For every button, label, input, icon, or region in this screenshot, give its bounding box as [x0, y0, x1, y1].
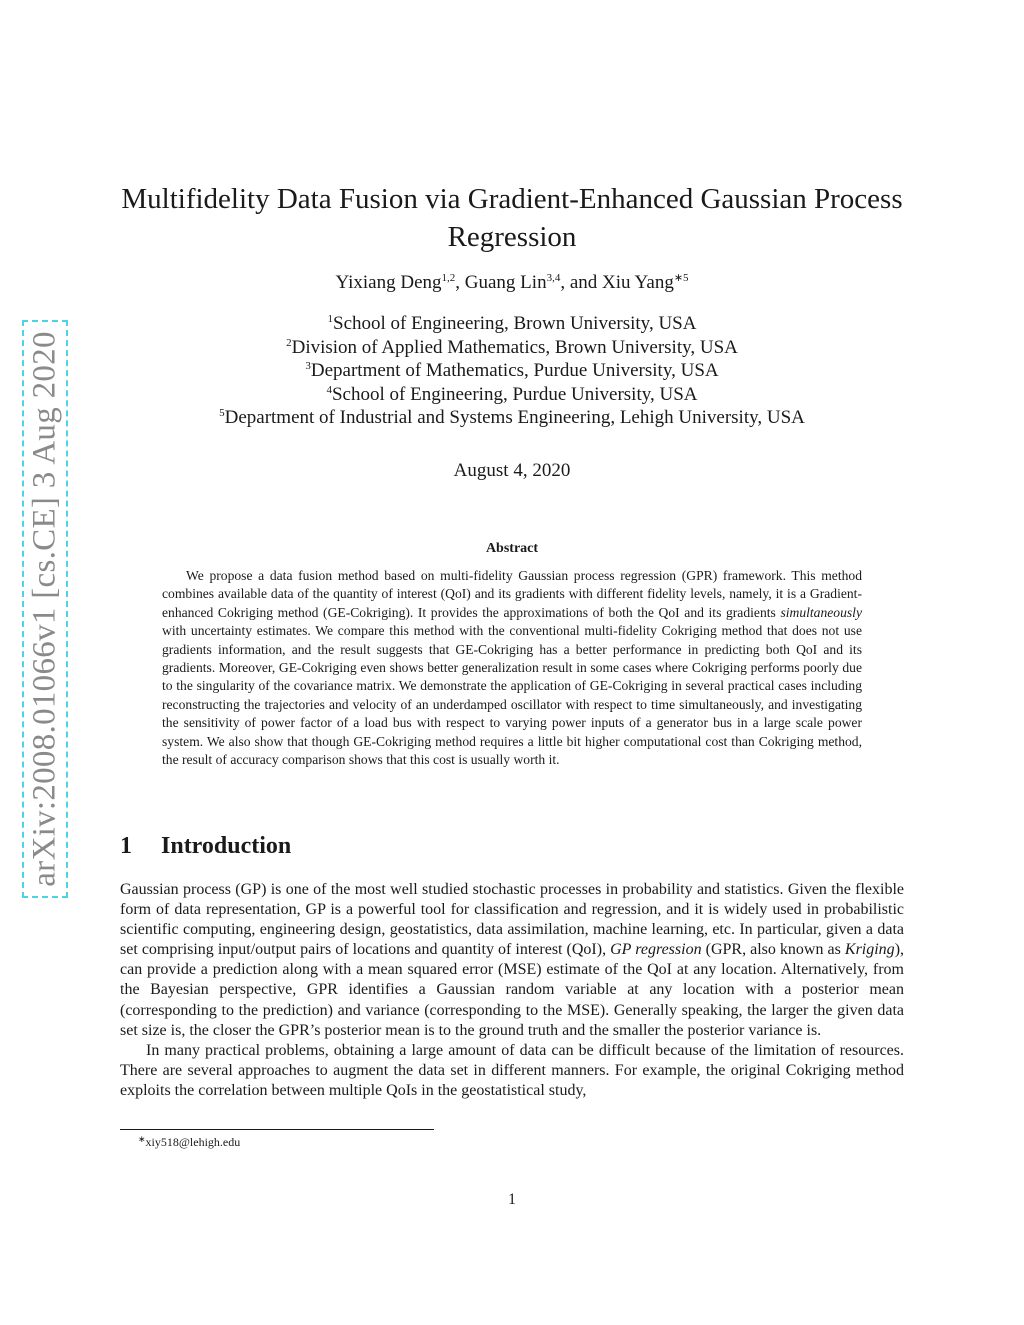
affiliation-text: Department of Industrial and Systems Engineering, Lehigh University, USA [224, 407, 805, 428]
section-heading [120, 833, 291, 860]
abstract-heading: Abstract [485, 541, 539, 556]
affiliation-text: School of Engineering, Purdue University, USA [331, 383, 698, 405]
paragraph-text: ), can provide a prediction along with a mean squared error (MSE) estimate of the QoI at any location. Alternatively, from the Bayesian perspective, GPR identifies a Gaussian random variable at any location with a posterior mean (corresponding to the prediction) and variance (corresponding to the MSE). Generally speaking, the larger the given data set size is, the closer the GPR’s posterior mean is to the ground truth and the smaller the posterior variance is. [120, 941, 905, 1039]
author-affiliation-mark: ∗5 [673, 272, 689, 284]
affiliation-mark: 1 [327, 313, 334, 325]
section-number: 1 [120, 833, 132, 859]
abstract-text-part: We propose a data fusion method based on multi-fidelity Gaussian process regression (GPR) framework. This method combines available data of the quantity of interest (QoI) and its gradients with different fidelity levels, namely, it is a Gradient-enhanced Cokriging method (GE-Cokriging). It provides the approximations of both the QoI and its gradients [162, 568, 862, 620]
paragraph: In many practical problems, obtaining a large amount of data can be difficult because of the limitation of resources. There are several approaches to augment the data set in different manners. For example, the original Cokriging method exploits the correlation between multiple QoIs in the geostatistical study, [120, 1041, 904, 1099]
arxiv-identifier: arXiv:2008.01066v1 [cs.CE] 3 Aug 2020 [26, 331, 63, 887]
paragraph-text: Gaussian process (GP) is one of the most well studied stochastic processes in probability and statistics. Given the flexible form of data representation, GP is a powerful tool for classification and regression, and it is widely used in probabilistic scientific computing, engineering design, geostatistics, data assimilation, machine learning, etc. In particular, given a data set comprising input/output pairs of locations and quantity of interest (QoI), [120, 881, 904, 959]
paper-title: Multifidelity Data Fusion via Gradient-Enhanced Gaussian Process Regression [121, 183, 903, 253]
footnote-mark: ∗ [138, 1134, 146, 1144]
section-body [120, 880, 904, 1101]
paragraph [120, 880, 904, 1041]
footnote-email: xiy518@lehigh.edu [145, 1135, 241, 1149]
arxiv-identifier-stamp [22, 320, 68, 898]
affiliation-mark: 4 [326, 383, 332, 396]
affiliation [110, 312, 914, 336]
page-number: 1 [508, 1191, 516, 1208]
affiliation [110, 336, 914, 360]
footnote-divider [120, 1129, 434, 1130]
affiliation-mark: 2 [286, 336, 292, 349]
author-name: Xiu Yang [602, 272, 674, 293]
author-affiliation-mark: 3,4 [546, 272, 561, 284]
author-name: Guang Lin [464, 272, 547, 293]
publication-date: August 4, 2020 [453, 460, 571, 481]
affiliation [110, 406, 914, 430]
section-title: Introduction [161, 833, 292, 859]
author-separator: , and [560, 272, 603, 293]
affiliation-mark: 3 [305, 360, 311, 372]
abstract-text [162, 567, 862, 769]
author-separator: , [455, 272, 465, 293]
affiliation [110, 383, 914, 407]
affiliation-text: Division of Applied Mathematics, Brown University, USA [291, 336, 738, 358]
affiliation [110, 359, 914, 383]
paragraph-emphasis: GP regression [610, 941, 702, 959]
abstract-emphasis: simultaneously [780, 604, 862, 620]
author-list [110, 272, 914, 294]
paragraph-text: (GPR, also known as [701, 941, 845, 959]
affiliation-list [110, 312, 914, 430]
affiliation-mark: 5 [219, 407, 225, 419]
affiliation-text: Department of Mathematics, Purdue University, USA [310, 360, 719, 381]
abstract-text-part: with uncertainty estimates. We compare this method with the conventional multi-fidelity Cokriging method that does not use gradients information, and the result suggests that GE-Cokriging has a better performance in predicting both QoI and its gradients. Moreover, GE-Cokriging even shows better generalization result in some cases where Cokriging performs poorly due to the singularity of the covariance matrix. We demonstrate the application of GE-Cokriging in several practical cases including reconstructing the trajectories and velocity of an underdamped oscillator with respect to time simultaneously, and investigating the sensitivity of power factor of a load bus with respect to varying power inputs of a generator bus in a large scale power system. We also show that though GE-Cokriging method requires a little bit higher computational cost than Cokriging method, the result of accuracy comparison shows that this cost is usually worth it. [162, 623, 862, 768]
affiliation-text: School of Engineering, Brown University, USA [333, 313, 697, 334]
author-affiliation-mark: 1,2 [441, 272, 456, 284]
author-name: Yixiang Deng [335, 272, 442, 293]
footnote [138, 1135, 240, 1150]
paragraph-emphasis: Kriging [844, 941, 895, 959]
